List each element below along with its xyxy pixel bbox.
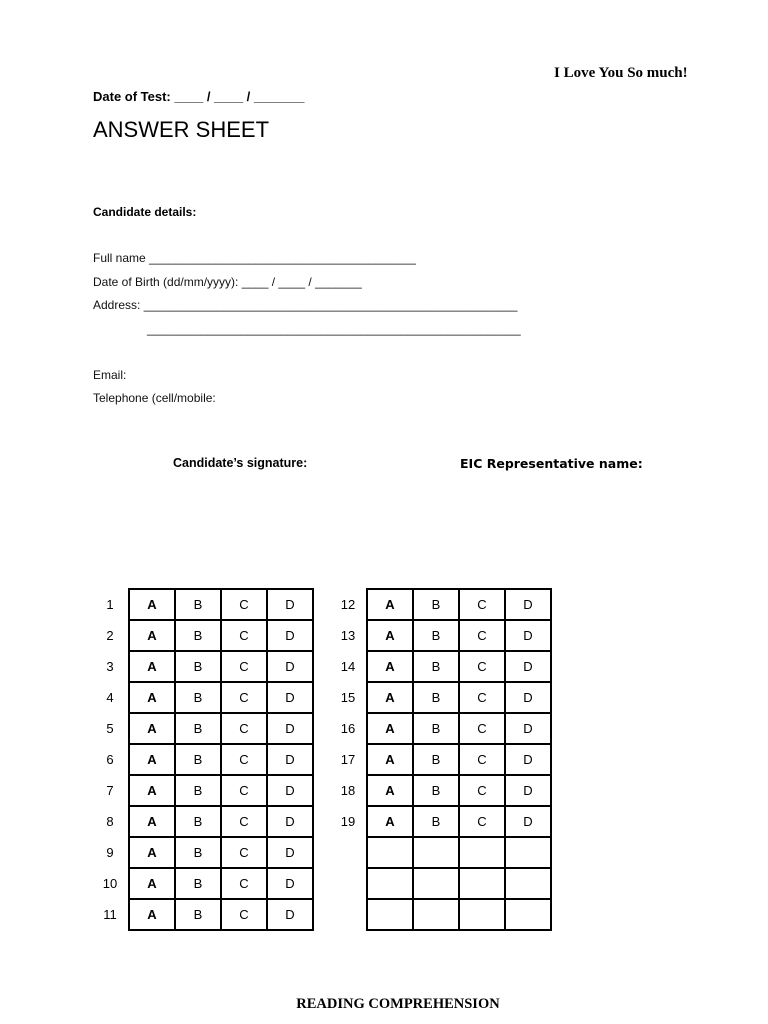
answer-option[interactable]: D (505, 744, 551, 775)
answer-option[interactable]: C (459, 806, 505, 837)
answer-option[interactable]: A (367, 713, 413, 744)
answer-option[interactable]: B (175, 868, 221, 899)
answer-option[interactable]: D (267, 620, 313, 651)
answer-option[interactable]: C (459, 651, 505, 682)
candidate-signature-label: Candidate’s signature: (173, 456, 308, 470)
answer-row (92, 868, 313, 899)
question-number: 7 (106, 783, 114, 798)
answer-option[interactable]: A (367, 620, 413, 651)
answer-option[interactable]: C (459, 589, 505, 620)
answer-option[interactable]: C (221, 589, 267, 620)
address-line-2: ________________________________________________________ (147, 322, 521, 336)
question-number: 8 (106, 814, 114, 829)
answer-row (92, 651, 313, 682)
answer-option[interactable]: A (367, 651, 413, 682)
answer-option[interactable]: C (221, 775, 267, 806)
answer-option[interactable]: D (267, 775, 313, 806)
answer-option[interactable]: B (413, 682, 459, 713)
answer-row (92, 620, 313, 651)
eic-representative-label: EIC Representative name: (460, 456, 643, 471)
answer-option[interactable]: D (505, 775, 551, 806)
answer-option[interactable]: A (129, 713, 175, 744)
answer-row (92, 775, 313, 806)
answer-row (92, 806, 313, 837)
answer-option[interactable]: D (505, 806, 551, 837)
answer-row (330, 899, 551, 930)
answer-option[interactable]: A (129, 589, 175, 620)
answer-option[interactable]: B (413, 713, 459, 744)
answer-row (92, 744, 313, 775)
question-number: 1 (106, 597, 114, 612)
answer-option[interactable]: D (267, 682, 313, 713)
answer-option[interactable] (413, 868, 459, 899)
answer-row (330, 620, 551, 651)
question-number: 12 (340, 597, 356, 612)
answer-option[interactable] (459, 837, 505, 868)
answer-row (330, 775, 551, 806)
answer-option[interactable]: B (413, 620, 459, 651)
answer-option[interactable]: C (459, 713, 505, 744)
question-number: 11 (103, 907, 117, 922)
question-number: 19 (340, 814, 356, 829)
answer-option[interactable]: B (175, 713, 221, 744)
question-number: 6 (106, 752, 114, 767)
question-number (330, 868, 367, 899)
question-number (330, 899, 367, 930)
answer-option[interactable]: B (175, 775, 221, 806)
answer-option[interactable]: C (221, 620, 267, 651)
answer-option[interactable]: C (221, 868, 267, 899)
answer-option[interactable] (367, 837, 413, 868)
answer-option[interactable]: D (267, 806, 313, 837)
date-of-test: Date of Test: ____ / ____ / _______ (93, 89, 305, 104)
answer-option[interactable]: D (505, 620, 551, 651)
answer-row (330, 682, 551, 713)
answer-grid-left (92, 588, 314, 931)
answer-option[interactable] (413, 899, 459, 930)
answer-option[interactable]: B (413, 589, 459, 620)
answer-option[interactable]: A (367, 775, 413, 806)
answer-option[interactable]: B (175, 651, 221, 682)
answer-option[interactable]: D (267, 899, 313, 930)
answer-option[interactable]: C (459, 682, 505, 713)
answer-option[interactable]: B (175, 837, 221, 868)
answer-row (330, 713, 551, 744)
answer-option[interactable]: B (413, 651, 459, 682)
answer-option[interactable]: B (175, 589, 221, 620)
answer-row (330, 837, 551, 868)
answer-row (92, 713, 313, 744)
question-number: 17 (340, 752, 356, 767)
question-number: 9 (106, 845, 114, 860)
answer-option[interactable]: A (367, 682, 413, 713)
answer-row (92, 682, 313, 713)
answer-row (330, 806, 551, 837)
answer-option[interactable]: A (129, 744, 175, 775)
answer-option[interactable]: C (459, 620, 505, 651)
answer-option[interactable]: B (175, 620, 221, 651)
question-number: 2 (106, 628, 114, 643)
telephone-field: Telephone (cell/mobile: (93, 391, 216, 405)
answer-option[interactable]: A (367, 589, 413, 620)
answer-option[interactable]: A (129, 868, 175, 899)
answer-option[interactable]: C (221, 713, 267, 744)
answer-row (92, 837, 313, 868)
answer-option[interactable]: B (175, 682, 221, 713)
answer-option[interactable]: A (129, 620, 175, 651)
question-number: 14 (340, 659, 356, 674)
section-title: READING COMPREHENSION (296, 996, 500, 1012)
question-number: 18 (340, 783, 356, 798)
answer-option[interactable]: A (129, 899, 175, 930)
answer-option[interactable]: B (413, 806, 459, 837)
full-name-field: Full name ________________________________________ (93, 251, 416, 265)
candidate-details-heading: Candidate details: (93, 205, 197, 219)
answer-option[interactable]: A (129, 806, 175, 837)
answer-grid-right (330, 588, 552, 931)
answer-option[interactable] (459, 899, 505, 930)
question-number: 3 (106, 659, 114, 674)
answer-option[interactable]: C (221, 744, 267, 775)
answer-option[interactable]: A (367, 806, 413, 837)
answer-option[interactable]: D (505, 589, 551, 620)
email-field: Email: (93, 368, 127, 382)
answer-option[interactable]: D (267, 837, 313, 868)
answer-option[interactable] (413, 837, 459, 868)
answer-option[interactable]: B (413, 775, 459, 806)
address-field: Address: ________________________________________________________ (93, 298, 518, 312)
answer-option[interactable]: C (221, 651, 267, 682)
answer-option[interactable]: D (267, 868, 313, 899)
answer-option[interactable]: D (267, 589, 313, 620)
answer-option[interactable]: B (413, 744, 459, 775)
answer-option[interactable]: C (221, 899, 267, 930)
answer-option[interactable]: C (459, 744, 505, 775)
answer-option[interactable]: A (129, 651, 175, 682)
answer-option[interactable]: B (175, 899, 221, 930)
answer-option[interactable]: C (221, 682, 267, 713)
answer-option[interactable] (505, 837, 551, 868)
answer-option[interactable]: D (267, 744, 313, 775)
answer-option[interactable]: A (129, 775, 175, 806)
answer-row (92, 899, 313, 930)
answer-row (330, 589, 551, 620)
answer-option[interactable] (459, 868, 505, 899)
question-number: 10 (102, 876, 118, 891)
date-of-birth-field: Date of Birth (dd/mm/yyyy): ____ / ____ / _______ (93, 275, 362, 289)
answer-option[interactable]: D (505, 651, 551, 682)
answer-row (330, 651, 551, 682)
question-number: 13 (340, 628, 356, 643)
answer-option[interactable]: D (505, 713, 551, 744)
answer-option[interactable]: A (367, 744, 413, 775)
answer-option[interactable]: D (267, 651, 313, 682)
question-number: 16 (340, 721, 356, 736)
answer-option[interactable]: C (459, 775, 505, 806)
answer-row (330, 744, 551, 775)
answer-row (92, 589, 313, 620)
answer-option[interactable]: C (221, 806, 267, 837)
answer-row (330, 868, 551, 899)
answer-option[interactable] (505, 899, 551, 930)
answer-option[interactable]: A (129, 682, 175, 713)
question-number (330, 837, 367, 868)
answer-option[interactable] (505, 868, 551, 899)
answer-option[interactable]: B (175, 744, 221, 775)
answer-option[interactable] (367, 868, 413, 899)
answer-option[interactable]: C (221, 837, 267, 868)
answer-option[interactable]: A (129, 837, 175, 868)
answer-option[interactable]: D (505, 682, 551, 713)
page-title: ANSWER SHEET (93, 117, 270, 142)
question-number: 15 (340, 690, 356, 705)
question-number: 4 (106, 690, 114, 705)
answer-option[interactable]: D (267, 713, 313, 744)
answer-option[interactable] (367, 899, 413, 930)
header-note: I Love You So much! (554, 65, 688, 81)
answer-option[interactable]: B (175, 806, 221, 837)
question-number: 5 (106, 721, 114, 736)
